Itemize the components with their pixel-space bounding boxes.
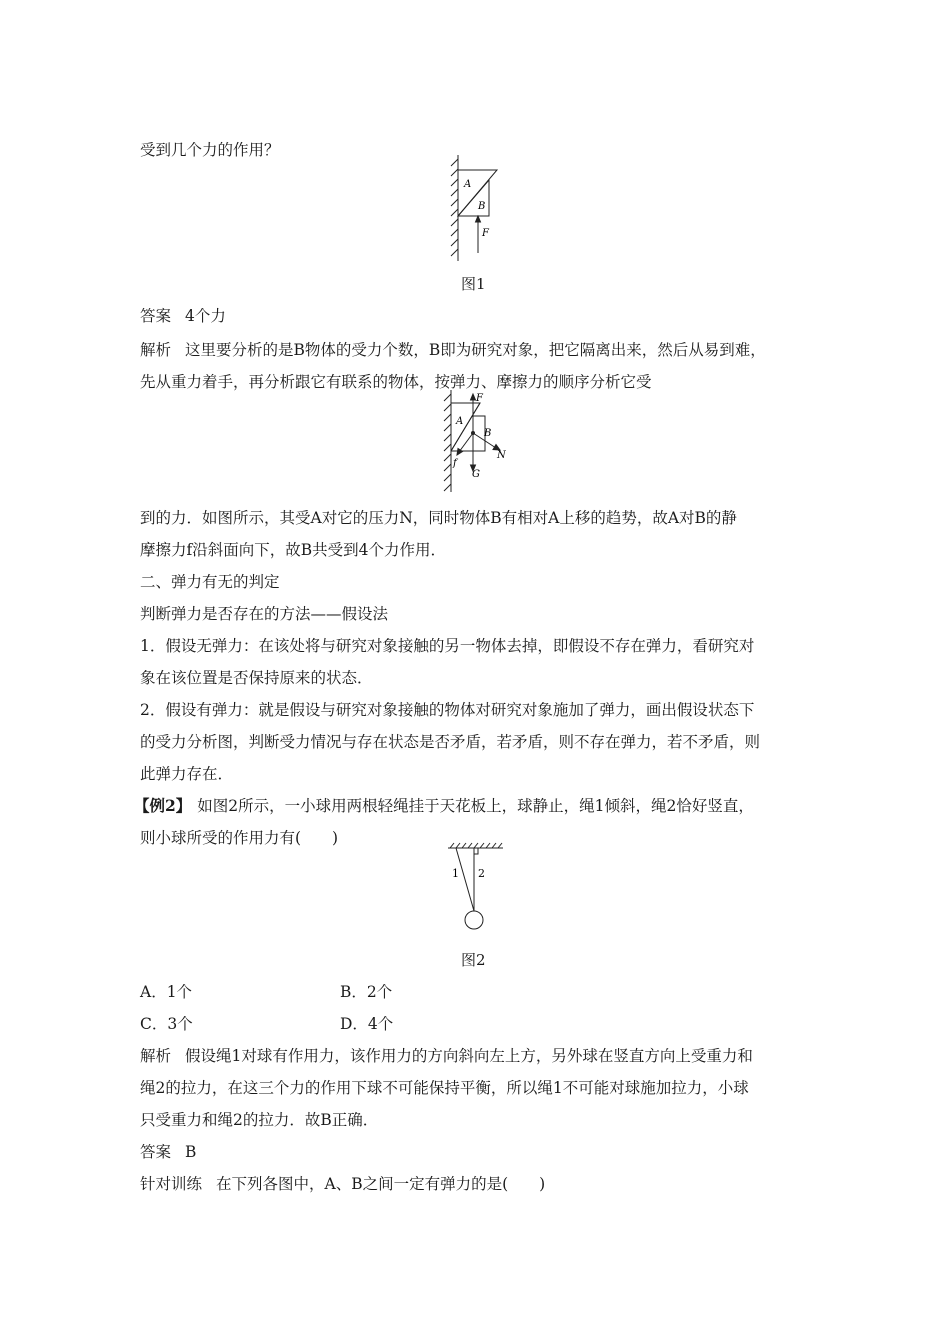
analysis-2-line-2: 绳2的拉力，在这三个力的作用下球不可能保持平衡，所以绳1不可能对球施加拉力，小球	[140, 1079, 749, 1097]
fig2-rope-1-label: 1	[452, 867, 459, 880]
section-2-point-2-line-1: 2．假设有弹力：就是假设与研究对象接触的物体对研究对象施加了弹力，画出假设状态下	[140, 701, 755, 719]
option-c[interactable]: C．3个	[140, 1015, 193, 1033]
fig1-label-a: A	[464, 179, 472, 190]
example-2-line-1	[134, 796, 754, 816]
force-label-f-up: F	[476, 393, 483, 404]
figure-2-caption: 图2	[461, 951, 486, 969]
analysis-1-text-1: 这里要分析的是B物体的受力个数，B即为研究对象，把它隔离出来，然后从易到难，	[185, 341, 766, 359]
answer-label: 答案	[140, 307, 172, 325]
force-label-f-friction: f	[453, 458, 457, 469]
section-2-title: 二、弹力有无的判定	[140, 573, 280, 591]
figure-2-hanging-ball	[440, 842, 510, 934]
figure-force-diagram	[440, 388, 520, 494]
section-2-point-1-line-2: 象在该位置是否保持原来的状态．	[140, 669, 373, 687]
force-label-b: B	[484, 428, 492, 439]
fig2-rope-2-label: 2	[478, 867, 485, 880]
answer-2-label: 答案	[140, 1143, 172, 1161]
section-2-point-1-line-1: 1．假设无弹力：在该处将与研究对象接触的另一物体去掉，即假设不存在弹力，看研究对	[140, 637, 755, 655]
example-2-tag: 【例2】	[134, 796, 192, 815]
figure-1-wall-wedge	[445, 153, 505, 263]
fig1-label-f: F	[482, 228, 489, 239]
practice-text: 在下列各图中，A、B之间一定有弹力的是( )	[216, 1175, 546, 1193]
option-d[interactable]: D．4个	[340, 1015, 394, 1033]
question-tail: 受到几个力的作用？	[140, 141, 280, 159]
example-2-text-1: 如图2所示，一小球用两根轻绳挂于天花板上，球静止，绳1倾斜，绳2恰好竖直，	[197, 797, 754, 815]
fig1-label-b: B	[478, 201, 486, 212]
analysis-2-text-1: 假设绳1对球有作用力，该作用力的方向斜向左上方，另外球在竖直方向上受重力和	[185, 1047, 753, 1065]
force-label-n: N	[497, 450, 506, 461]
force-label-g: G	[472, 469, 480, 480]
analysis-1-line-2: 先从重力着手，再分析跟它有联系的物体，按弹力、摩擦力的顺序分析它受	[140, 373, 652, 391]
option-a[interactable]: A．1个	[140, 983, 193, 1001]
analysis-2-line-3: 只受重力和绳2的拉力．故B正确．	[140, 1111, 379, 1129]
practice-line	[140, 1174, 545, 1194]
example-2-line-2: 则小球所受的作用力有( )	[140, 829, 339, 847]
section-2-method: 判断弹力是否存在的方法——假设法	[140, 605, 389, 623]
figure-1-caption: 图1	[461, 275, 486, 293]
practice-label: 针对训练	[140, 1175, 203, 1193]
analysis-label: 解析	[140, 341, 172, 359]
answer-2-text: B	[185, 1143, 197, 1161]
section-2-point-2-line-3: 此弹力存在．	[140, 765, 234, 783]
section-2-point-2-line-2: 的受力分析图，判断受力情况与存在状态是否矛盾，若矛盾，则不存在弹力，若不矛盾，则	[140, 733, 761, 751]
analysis-1-line-1	[140, 340, 766, 360]
answer-1	[140, 306, 226, 326]
answer-text: 4个力	[185, 307, 226, 325]
analysis-2-line-1	[140, 1046, 753, 1066]
analysis-2-label: 解析	[140, 1047, 172, 1065]
option-b[interactable]: B．2个	[340, 983, 393, 1001]
analysis-1-line-3: 到的力．如图所示，其受A对它的压力N，同时物体B有相对A上移的趋势，故A对B的静	[140, 509, 737, 527]
answer-2	[140, 1142, 196, 1162]
analysis-1-line-4: 摩擦力f沿斜面向下，故B共受到4个力作用．	[140, 541, 446, 559]
force-label-a: A	[456, 416, 464, 427]
